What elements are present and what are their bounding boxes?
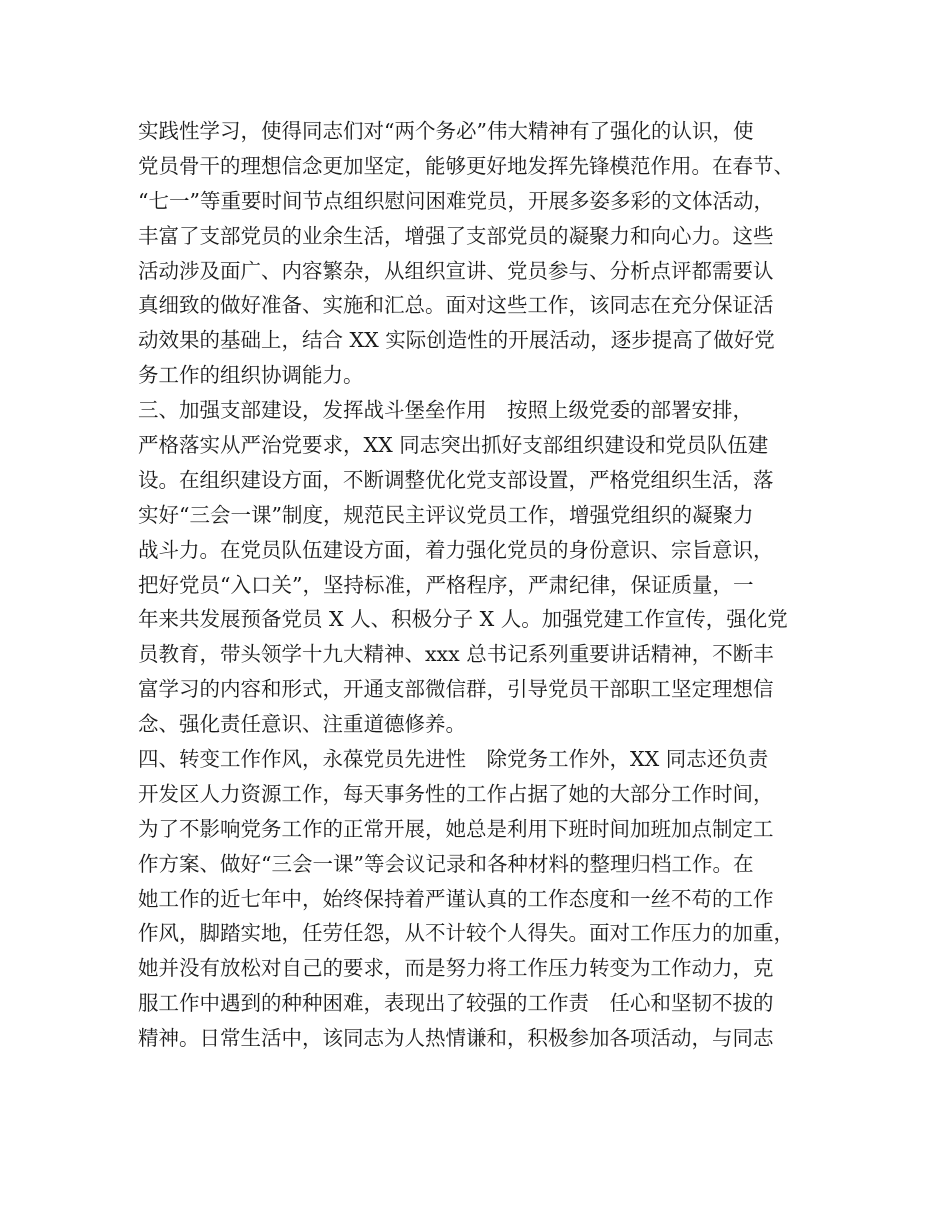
text-line: 设。在组织建设方面，不断调整优化党支部设置，严格党组织生活，落 bbox=[138, 467, 774, 492]
text-line: 真细致的做好准备、实施和汇总。面对这些工作，该同志在充分保证活 bbox=[138, 293, 774, 318]
text-line: 为了不影响党务工作的正常开展，她总是利用下班时间加班加点制定工 bbox=[138, 816, 774, 841]
text-line: 员教育，带头领学十九大精神、xxx 总书记系列重要讲话精神，不断丰 bbox=[138, 642, 774, 667]
text-line: 严格落实从严治党要求，XX 同志突出抓好支部组织建设和党员队伍建 bbox=[138, 433, 769, 458]
text-line: 丰富了支部党员的业余生活，增强了支部党员的凝聚力和向心力。这些 bbox=[138, 223, 774, 248]
document-body bbox=[138, 114, 838, 1056]
text-line: 务工作的组织协调能力。 bbox=[138, 363, 364, 388]
section-heading-line: 四、转变工作作风，永葆党员先进性 除党务工作外，XX 同志还负责 bbox=[138, 747, 769, 772]
section-heading-line: 三、加强支部建设，发挥战斗堡垒作用 按照上级党委的部署安排， bbox=[138, 398, 753, 423]
text-line: 实好“三会一课”制度，规范民主评议党员工作，增强党组织的凝聚力 bbox=[138, 502, 754, 527]
text-line: 作方案、做好“三会一课”等会议记录和各种材料的整理归档工作。在 bbox=[138, 851, 754, 876]
text-line: 富学习的内容和形式，开通支部微信群，引导党员干部职工坚定理想信 bbox=[138, 677, 774, 702]
text-line: 开发区人力资源工作，每天事务性的工作占据了她的大部分工作时间， bbox=[138, 781, 774, 806]
text-line: 她工作的近七年中，始终保持着严谨认真的工作态度和一丝不苟的工作 bbox=[138, 886, 774, 911]
text-line: 把好党员“入口关”，坚持标准，严格程序，严肃纪律，保证质量，一 bbox=[138, 572, 754, 597]
text-line: 实践性学习，使得同志们对“两个务必”伟大精神有了强化的认识，使 bbox=[138, 119, 754, 143]
text-line: 党员骨干的理想信念更加坚定，能够更好地发挥先锋模范作用。在春节、 bbox=[138, 153, 794, 178]
text-line: 年来共发展预备党员 X 人、积极分子 X 人。加强党建工作宣传，强化党 bbox=[138, 607, 788, 632]
text-line: 念、强化责任意识、注重道德修养。 bbox=[138, 712, 466, 737]
text-line: 动效果的基础上，结合 XX 实际创造性的开展活动，逐步提高了做好党 bbox=[138, 328, 775, 353]
text-line: 她并没有放松对自己的要求，而是努力将工作压力转变为工作动力，克 bbox=[138, 956, 774, 981]
text-line: 作风，脚踏实地，任劳任怨，从不计较个人得失。面对工作压力的加重， bbox=[138, 921, 794, 946]
text-line: 战斗力。在党员队伍建设方面，着力强化党员的身份意识、宗旨意识， bbox=[138, 537, 774, 562]
text-line: 服工作中遇到的种种困难，表现出了较强的工作责 任心和坚韧不拔的 bbox=[138, 991, 774, 1016]
text-line: “七一”等重要时间节点组织慰问困难党员，开展多姿多彩的文体活动， bbox=[138, 188, 774, 213]
text-line: 精神。日常生活中，该同志为人热情谦和，积极参加各项活动，与同志 bbox=[138, 1026, 774, 1051]
text-line: 活动涉及面广、内容繁杂，从组织宣讲、党员参与、分析点评都需要认 bbox=[138, 258, 774, 283]
